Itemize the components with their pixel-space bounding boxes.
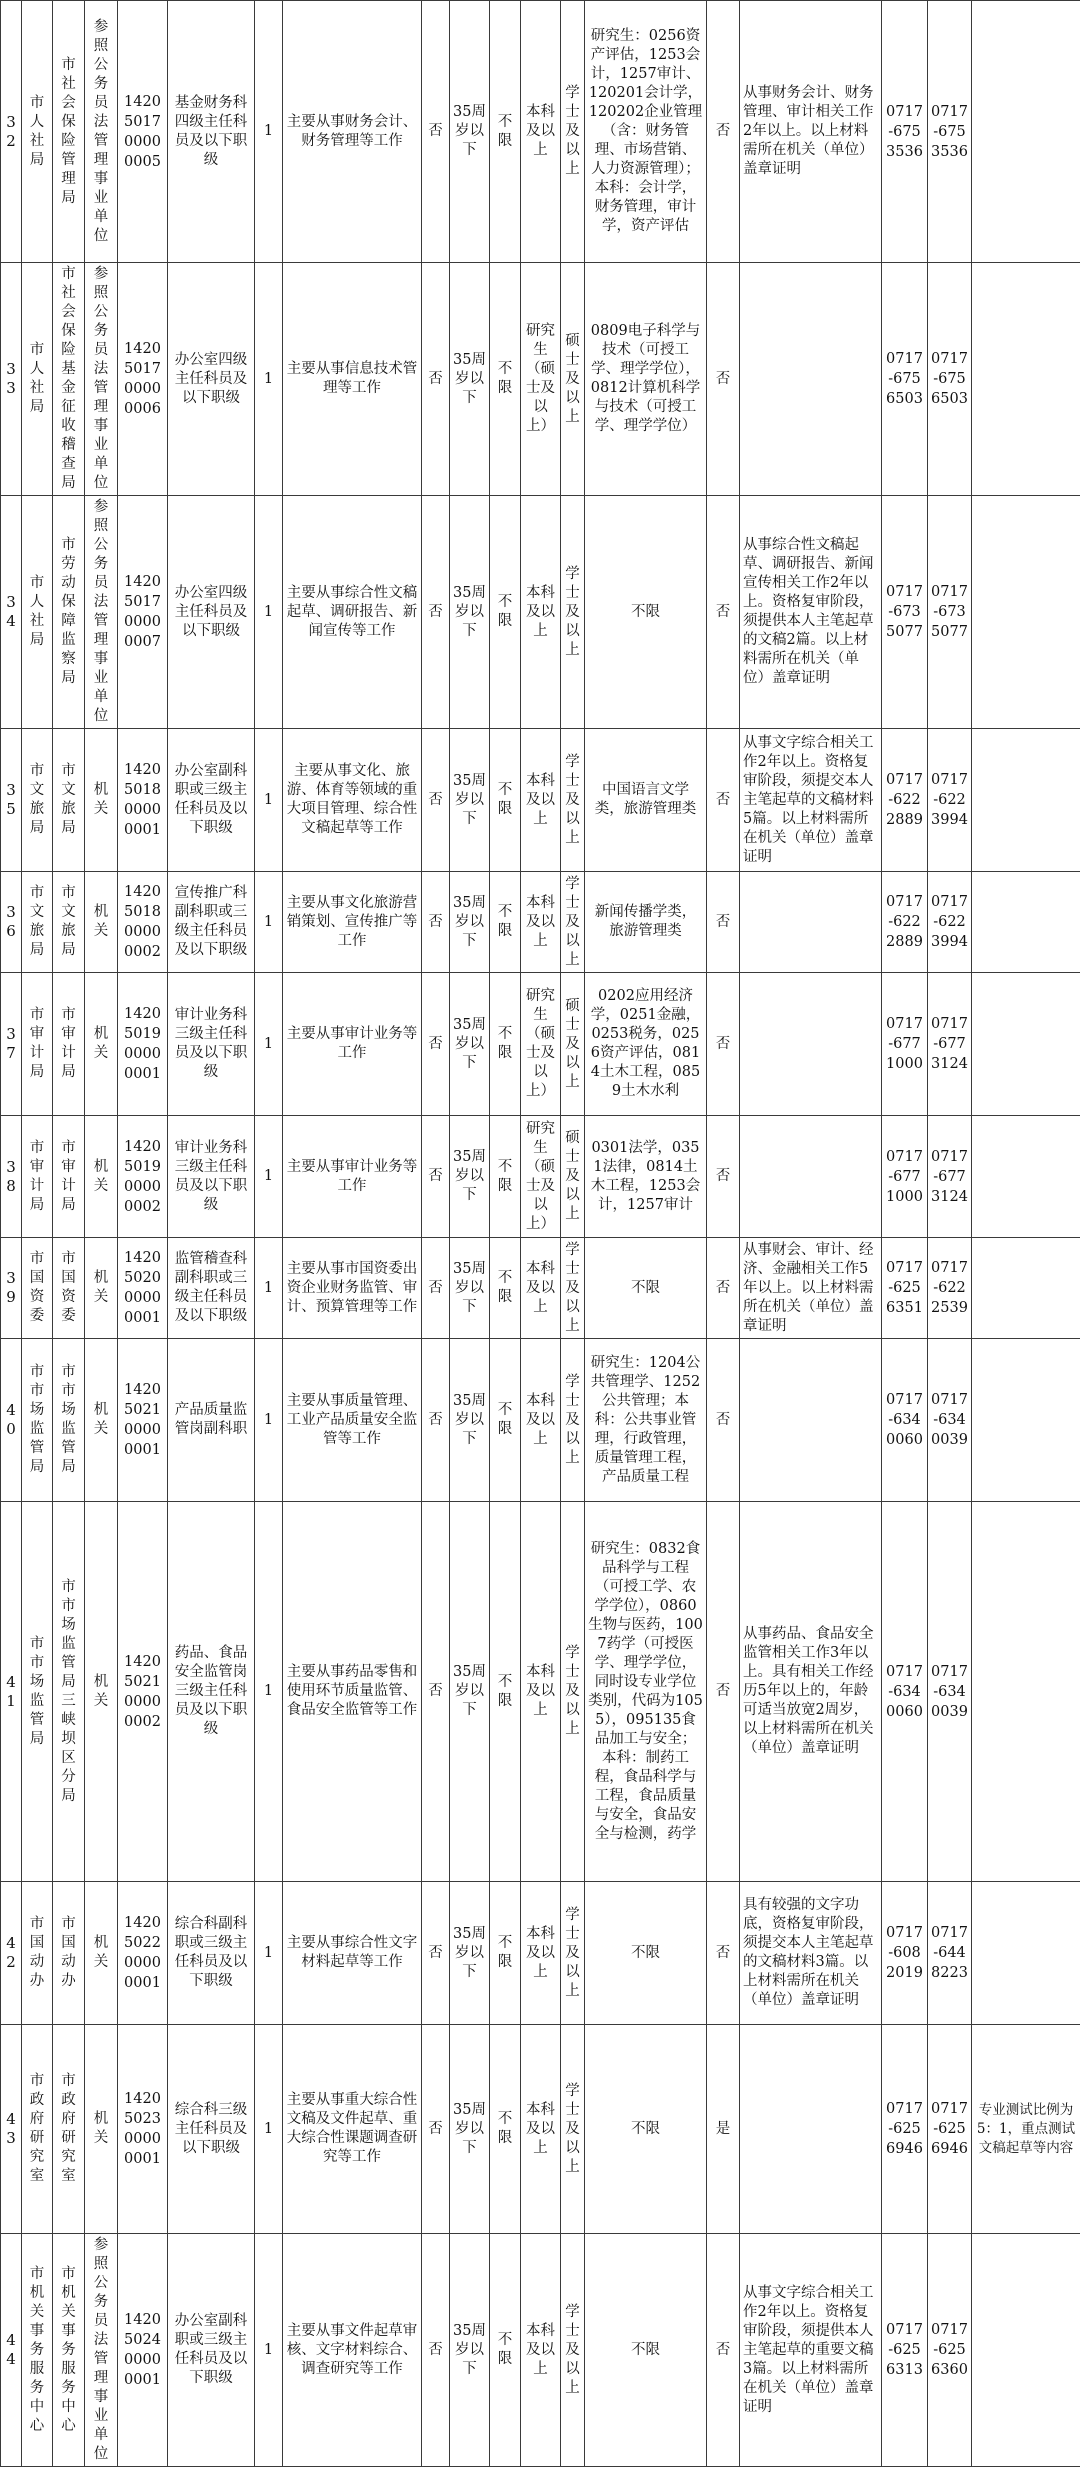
cell-hiring-count: 1 — [255, 1339, 283, 1502]
cell-professional-test: 否 — [707, 263, 740, 496]
cell-number: 42 — [1, 1882, 22, 2025]
cell-major: 研究生：1204公共管理学、1252公共管理；本科：公共事业管理，行政管理，质量管理工程，产品质量工程 — [585, 1339, 707, 1502]
cell-grassroots-experience: 否 — [422, 872, 450, 973]
cell-major: 不限 — [585, 1238, 707, 1339]
cell-employer-unit: 市社会保险管理局 — [53, 1, 85, 263]
cell-position-name: 综合科副科职或三级主任科员及以下职级 — [168, 1882, 255, 2025]
cell-number: 38 — [1, 1116, 22, 1238]
cell-department: 市审计局 — [22, 973, 53, 1116]
table-row — [1, 872, 1080, 973]
table-row — [1, 1339, 1080, 1502]
cell-degree: 硕士及以上 — [561, 263, 585, 496]
cell-major: 0301法学，0351法律，0814土木工程，1253会计，1257审计 — [585, 1116, 707, 1238]
cell-professional-test: 否 — [707, 1339, 740, 1502]
cell-degree: 硕士及以上 — [561, 1116, 585, 1238]
cell-hiring-count: 1 — [255, 872, 283, 973]
cell-contact-phone: 0717-6735077 — [882, 496, 928, 729]
cell-hiring-count: 1 — [255, 2025, 283, 2234]
cell-employer-unit: 市文旅局 — [53, 729, 85, 872]
cell-position-name: 办公室四级主任科员及以下职级 — [168, 496, 255, 729]
cell-remark — [972, 1502, 1080, 1882]
cell-department: 市市场监管局 — [22, 1502, 53, 1882]
cell-contact-phone: 0717-6756503 — [882, 263, 928, 496]
cell-consult-phone: 0717-6256946 — [928, 2025, 972, 2234]
cell-consult-phone: 0717-6735077 — [928, 496, 972, 729]
cell-number: 40 — [1, 1339, 22, 1502]
cell-remark — [972, 1339, 1080, 1502]
cell-major: 不限 — [585, 1882, 707, 2025]
cell-job-duties: 主要从事信息技术管理等工作 — [283, 263, 422, 496]
cell-education: 本科及以上 — [521, 872, 561, 973]
cell-employer-unit: 市文旅局 — [53, 872, 85, 973]
cell-degree: 学士及以上 — [561, 1339, 585, 1502]
cell-political-status: 不限 — [490, 1502, 521, 1882]
cell-position-code: 1420501900000002 — [118, 1116, 168, 1238]
cell-job-duties: 主要从事文件起草审核、文字材料综合、调查研究等工作 — [283, 2234, 422, 2467]
cell-employer-unit: 市劳动保障监察局 — [53, 496, 85, 729]
cell-unit-type: 机关 — [85, 1116, 118, 1238]
cell-grassroots-experience: 否 — [422, 1502, 450, 1882]
cell-other-requirements: 从事综合性文稿起草、调研报告、新闻宣传相关工作2年以上。资格复审阶段，须提供本人主笔起草的文稿2篇。以上材料需所在机关（单位）盖章证明 — [740, 496, 882, 729]
cell-position-name: 办公室副科职或三级主任科员及以下职级 — [168, 729, 255, 872]
cell-employer-unit: 市审计局 — [53, 1116, 85, 1238]
cell-number: 39 — [1, 1238, 22, 1339]
cell-degree: 学士及以上 — [561, 1882, 585, 2025]
cell-unit-type: 参照公务员法管理事业单位 — [85, 2234, 118, 2467]
cell-grassroots-experience: 否 — [422, 1, 450, 263]
cell-age-requirement: 35周岁以下 — [450, 263, 490, 496]
table-row — [1, 263, 1080, 496]
cell-remark — [972, 1882, 1080, 2025]
cell-degree: 学士及以上 — [561, 496, 585, 729]
cell-other-requirements — [740, 263, 882, 496]
cell-age-requirement: 35周岁以下 — [450, 973, 490, 1116]
cell-unit-type: 机关 — [85, 729, 118, 872]
cell-political-status: 不限 — [490, 872, 521, 973]
cell-professional-test: 否 — [707, 1116, 740, 1238]
cell-age-requirement: 35周岁以下 — [450, 1502, 490, 1882]
cell-grassroots-experience: 否 — [422, 973, 450, 1116]
cell-position-code: 1420501700000007 — [118, 496, 168, 729]
cell-degree: 学士及以上 — [561, 872, 585, 973]
cell-remark — [972, 729, 1080, 872]
cell-other-requirements — [740, 1339, 882, 1502]
cell-number: 35 — [1, 729, 22, 872]
cell-consult-phone: 0717-6340039 — [928, 1502, 972, 1882]
cell-professional-test: 否 — [707, 496, 740, 729]
cell-employer-unit: 市政府研究室 — [53, 2025, 85, 2234]
cell-employer-unit: 市审计局 — [53, 973, 85, 1116]
cell-grassroots-experience: 否 — [422, 263, 450, 496]
cell-department: 市文旅局 — [22, 872, 53, 973]
cell-consult-phone: 0717-6222539 — [928, 1238, 972, 1339]
cell-consult-phone: 0717-6753536 — [928, 1, 972, 263]
cell-consult-phone: 0717-6223994 — [928, 872, 972, 973]
cell-age-requirement: 35周岁以下 — [450, 1116, 490, 1238]
cell-employer-unit: 市国资委 — [53, 1238, 85, 1339]
cell-employer-unit: 市市场监管局三峡坝区分局 — [53, 1502, 85, 1882]
cell-contact-phone: 0717-6222889 — [882, 729, 928, 872]
cell-hiring-count: 1 — [255, 1502, 283, 1882]
cell-hiring-count: 1 — [255, 1238, 283, 1339]
cell-unit-type: 机关 — [85, 872, 118, 973]
cell-age-requirement: 35周岁以下 — [450, 1238, 490, 1339]
cell-department: 市国资委 — [22, 1238, 53, 1339]
cell-number: 37 — [1, 973, 22, 1116]
cell-political-status: 不限 — [490, 1, 521, 263]
cell-position-code: 1420502200000001 — [118, 1882, 168, 2025]
cell-other-requirements — [740, 2025, 882, 2234]
cell-remark — [972, 263, 1080, 496]
cell-other-requirements: 从事文字综合相关工作2年以上。资格复审阶段，须提供本人主笔起草的重要文稿3篇。以上材料需所在机关（单位）盖章证明 — [740, 2234, 882, 2467]
cell-remark — [972, 1238, 1080, 1339]
cell-other-requirements: 从事财会、审计、经济、金融相关工作5年以上。以上材料需所在机关（单位）盖章证明 — [740, 1238, 882, 1339]
cell-political-status: 不限 — [490, 1339, 521, 1502]
table-body — [1, 1, 1080, 2467]
cell-position-name: 办公室副科职或三级主任科员及以下职级 — [168, 2234, 255, 2467]
cell-age-requirement: 35周岁以下 — [450, 2025, 490, 2234]
cell-remark: 专业测试比例为5：1，重点测试文稿起草等内容 — [972, 2025, 1080, 2234]
cell-other-requirements: 具有较强的文字功底，资格复审阶段，须提交本人主笔起草的文稿材料3篇。以上材料需所在机关（单位）盖章证明 — [740, 1882, 882, 2025]
cell-department: 市机关事务服务中心 — [22, 2234, 53, 2467]
cell-education: 研究生（硕士及以上） — [521, 973, 561, 1116]
cell-department: 市人社局 — [22, 496, 53, 729]
table-row — [1, 1116, 1080, 1238]
cell-position-code: 1420502300000001 — [118, 2025, 168, 2234]
cell-position-name: 监管稽查科副科职或三级主任科员及以下职级 — [168, 1238, 255, 1339]
cell-position-code: 1420502400000001 — [118, 2234, 168, 2467]
cell-other-requirements — [740, 973, 882, 1116]
cell-remark — [972, 496, 1080, 729]
table-row — [1, 973, 1080, 1116]
cell-number: 41 — [1, 1502, 22, 1882]
cell-major: 新闻传播学类，旅游管理类 — [585, 872, 707, 973]
cell-employer-unit: 市机关事务服务中心 — [53, 2234, 85, 2467]
cell-contact-phone: 0717-6256946 — [882, 2025, 928, 2234]
cell-position-name: 宣传推广科副科职或三级主任科员及以下职级 — [168, 872, 255, 973]
cell-position-code: 1420501800000002 — [118, 872, 168, 973]
cell-education: 本科及以上 — [521, 1882, 561, 2025]
cell-unit-type: 参照公务员法管理事业单位 — [85, 496, 118, 729]
cell-professional-test: 否 — [707, 729, 740, 872]
cell-unit-type: 机关 — [85, 973, 118, 1116]
cell-number: 34 — [1, 496, 22, 729]
cell-unit-type: 机关 — [85, 1882, 118, 2025]
cell-department: 市政府研究室 — [22, 2025, 53, 2234]
cell-age-requirement: 35周岁以下 — [450, 2234, 490, 2467]
cell-contact-phone: 0717-6082019 — [882, 1882, 928, 2025]
cell-number: 32 — [1, 1, 22, 263]
cell-job-duties: 主要从事文化、旅游、体育等领域的重大项目管理、综合性文稿起草等工作 — [283, 729, 422, 872]
cell-hiring-count: 1 — [255, 1, 283, 263]
cell-grassroots-experience: 否 — [422, 2025, 450, 2234]
cell-remark — [972, 2234, 1080, 2467]
cell-consult-phone: 0717-6773124 — [928, 1116, 972, 1238]
cell-education: 本科及以上 — [521, 1, 561, 263]
table-row — [1, 1882, 1080, 2025]
cell-professional-test: 否 — [707, 2234, 740, 2467]
cell-major: 不限 — [585, 496, 707, 729]
cell-professional-test: 否 — [707, 1238, 740, 1339]
cell-age-requirement: 35周岁以下 — [450, 1, 490, 263]
cell-job-duties: 主要从事财务会计、财务管理等工作 — [283, 1, 422, 263]
cell-number: 43 — [1, 2025, 22, 2234]
cell-hiring-count: 1 — [255, 729, 283, 872]
cell-grassroots-experience: 否 — [422, 729, 450, 872]
cell-unit-type: 参照公务员法管理事业单位 — [85, 263, 118, 496]
cell-consult-phone: 0717-6256360 — [928, 2234, 972, 2467]
cell-position-code: 1420502000000001 — [118, 1238, 168, 1339]
cell-degree: 学士及以上 — [561, 729, 585, 872]
cell-position-code: 1420501700000005 — [118, 1, 168, 263]
cell-education: 本科及以上 — [521, 1238, 561, 1339]
cell-grassroots-experience: 否 — [422, 496, 450, 729]
cell-contact-phone: 0717-6256313 — [882, 2234, 928, 2467]
cell-consult-phone: 0717-6340039 — [928, 1339, 972, 1502]
cell-professional-test: 否 — [707, 973, 740, 1116]
cell-major: 0202应用经济学，0251金融，0253税务，0256资产评估，0814土木工程，0859土木水利 — [585, 973, 707, 1116]
cell-professional-test: 否 — [707, 1882, 740, 2025]
cell-department: 市人社局 — [22, 1, 53, 263]
cell-employer-unit: 市社会保险基金征收稽查局 — [53, 263, 85, 496]
cell-remark — [972, 973, 1080, 1116]
cell-department: 市审计局 — [22, 1116, 53, 1238]
cell-position-code: 1420502100000001 — [118, 1339, 168, 1502]
cell-contact-phone: 0717-6771000 — [882, 1116, 928, 1238]
cell-grassroots-experience: 否 — [422, 2234, 450, 2467]
cell-professional-test: 否 — [707, 872, 740, 973]
cell-position-name: 基金财务科四级主任科员及以下职级 — [168, 1, 255, 263]
cell-contact-phone: 0717-6256351 — [882, 1238, 928, 1339]
cell-political-status: 不限 — [490, 1116, 521, 1238]
cell-education: 本科及以上 — [521, 729, 561, 872]
cell-job-duties: 主要从事市国资委出资企业财务监管、审计、预算管理等工作 — [283, 1238, 422, 1339]
cell-degree: 学士及以上 — [561, 1502, 585, 1882]
cell-contact-phone: 0717-6753536 — [882, 1, 928, 263]
table-row — [1, 1238, 1080, 1339]
cell-education: 本科及以上 — [521, 1339, 561, 1502]
cell-contact-phone: 0717-6340060 — [882, 1502, 928, 1882]
cell-job-duties: 主要从事综合性文稿起草、调研报告、新闻宣传等工作 — [283, 496, 422, 729]
cell-department: 市市场监管局 — [22, 1339, 53, 1502]
cell-unit-type: 机关 — [85, 1339, 118, 1502]
cell-political-status: 不限 — [490, 1238, 521, 1339]
cell-contact-phone: 0717-6771000 — [882, 973, 928, 1116]
cell-political-status: 不限 — [490, 2025, 521, 2234]
cell-professional-test: 否 — [707, 1, 740, 263]
cell-employer-unit: 市国动办 — [53, 1882, 85, 2025]
cell-position-code: 1420501700000006 — [118, 263, 168, 496]
cell-department: 市文旅局 — [22, 729, 53, 872]
cell-major: 不限 — [585, 2025, 707, 2234]
cell-degree: 学士及以上 — [561, 2234, 585, 2467]
cell-position-code: 1420501900000001 — [118, 973, 168, 1116]
table-row — [1, 2025, 1080, 2234]
cell-hiring-count: 1 — [255, 2234, 283, 2467]
cell-number: 44 — [1, 2234, 22, 2467]
cell-education: 研究生（硕士及以上） — [521, 1116, 561, 1238]
cell-education: 本科及以上 — [521, 496, 561, 729]
cell-hiring-count: 1 — [255, 1116, 283, 1238]
cell-other-requirements: 从事财务会计、财务管理、审计相关工作2年以上。以上材料需所在机关（单位）盖章证明 — [740, 1, 882, 263]
cell-department: 市人社局 — [22, 263, 53, 496]
cell-contact-phone: 0717-6222889 — [882, 872, 928, 973]
cell-position-name: 产品质量监管岗副科职 — [168, 1339, 255, 1502]
cell-job-duties: 主要从事文化旅游营销策划、宣传推广等工作 — [283, 872, 422, 973]
cell-hiring-count: 1 — [255, 973, 283, 1116]
cell-major: 研究生：0256资产评估，1253会计，1257审计、120201会计学，120202企业管理（含：财务管理、市场营销、人力资源管理）；本科：会计学，财务管理，审计学，资产评估 — [585, 1, 707, 263]
cell-consult-phone: 0717-6448223 — [928, 1882, 972, 2025]
table-row — [1, 729, 1080, 872]
cell-professional-test: 是 — [707, 2025, 740, 2234]
cell-political-status: 不限 — [490, 1882, 521, 2025]
cell-position-name: 药品、食品安全监管岗三级主任科员及以下职级 — [168, 1502, 255, 1882]
cell-political-status: 不限 — [490, 496, 521, 729]
table-row — [1, 2234, 1080, 2467]
cell-degree: 学士及以上 — [561, 2025, 585, 2234]
cell-remark — [972, 1116, 1080, 1238]
cell-job-duties: 主要从事药品零售和使用环节质量监管、食品安全监管等工作 — [283, 1502, 422, 1882]
cell-job-duties: 主要从事重大综合性文稿及文件起草、重大综合性课题调查研究等工作 — [283, 2025, 422, 2234]
cell-major: 不限 — [585, 2234, 707, 2467]
cell-degree: 学士及以上 — [561, 1238, 585, 1339]
cell-hiring-count: 1 — [255, 496, 283, 729]
cell-employer-unit: 市市场监管局 — [53, 1339, 85, 1502]
cell-unit-type: 参照公务员法管理事业单位 — [85, 1, 118, 263]
cell-political-status: 不限 — [490, 2234, 521, 2467]
cell-consult-phone: 0717-6223994 — [928, 729, 972, 872]
cell-hiring-count: 1 — [255, 1882, 283, 2025]
cell-political-status: 不限 — [490, 729, 521, 872]
cell-political-status: 不限 — [490, 263, 521, 496]
table-row — [1, 1502, 1080, 1882]
cell-unit-type: 机关 — [85, 1238, 118, 1339]
cell-consult-phone: 0717-6773124 — [928, 973, 972, 1116]
cell-job-duties: 主要从事综合性文字材料起草等工作 — [283, 1882, 422, 2025]
cell-education: 研究生（硕士及以上） — [521, 263, 561, 496]
cell-grassroots-experience: 否 — [422, 1116, 450, 1238]
cell-education: 本科及以上 — [521, 1502, 561, 1882]
cell-contact-phone: 0717-6340060 — [882, 1339, 928, 1502]
cell-age-requirement: 35周岁以下 — [450, 872, 490, 973]
cell-education: 本科及以上 — [521, 2025, 561, 2234]
cell-consult-phone: 0717-6756503 — [928, 263, 972, 496]
cell-major: 研究生：0832食品科学与工程（可授工学、农学学位），0860生物与医药，1007药学（可授医学、理学学位，同时设专业学位类别，代码为1055），095135食品加工与安全；本科：制药工程，食品科学与工程，食品质量与安全，食品安全与检测，药学 — [585, 1502, 707, 1882]
cell-number: 36 — [1, 872, 22, 973]
table-row — [1, 1, 1080, 263]
cell-degree: 学士及以上 — [561, 1, 585, 263]
cell-remark — [972, 1, 1080, 263]
cell-position-name: 审计业务科三级主任科员及以下职级 — [168, 1116, 255, 1238]
cell-job-duties: 主要从事审计业务等工作 — [283, 973, 422, 1116]
cell-unit-type: 机关 — [85, 1502, 118, 1882]
cell-department: 市国动办 — [22, 1882, 53, 2025]
cell-position-name: 综合科三级主任科员及以下职级 — [168, 2025, 255, 2234]
cell-other-requirements — [740, 872, 882, 973]
cell-age-requirement: 35周岁以下 — [450, 1339, 490, 1502]
cell-position-code: 1420502100000002 — [118, 1502, 168, 1882]
cell-age-requirement: 35周岁以下 — [450, 1882, 490, 2025]
cell-position-code: 1420501800000001 — [118, 729, 168, 872]
cell-education: 本科及以上 — [521, 2234, 561, 2467]
cell-political-status: 不限 — [490, 973, 521, 1116]
cell-position-name: 审计业务科三级主任科员及以下职级 — [168, 973, 255, 1116]
cell-grassroots-experience: 否 — [422, 1238, 450, 1339]
cell-other-requirements: 从事文字综合相关工作2年以上。资格复审阶段，须提交本人主笔起草的文稿材料5篇。以上材料需所在机关（单位）盖章证明 — [740, 729, 882, 872]
cell-major: 中国语言文学类，旅游管理类 — [585, 729, 707, 872]
cell-unit-type: 机关 — [85, 2025, 118, 2234]
cell-other-requirements: 从事药品、食品安全监管相关工作3年以上。具有相关工作经历5年以上的，年龄可适当放宽2周岁，以上材料需所在机关（单位）盖章证明 — [740, 1502, 882, 1882]
table-row — [1, 496, 1080, 729]
cell-remark — [972, 872, 1080, 973]
cell-professional-test: 否 — [707, 1502, 740, 1882]
cell-age-requirement: 35周岁以下 — [450, 729, 490, 872]
cell-number: 33 — [1, 263, 22, 496]
cell-position-name: 办公室四级主任科员及以下职级 — [168, 263, 255, 496]
cell-job-duties: 主要从事质量管理、工业产品质量安全监管等工作 — [283, 1339, 422, 1502]
cell-degree: 硕士及以上 — [561, 973, 585, 1116]
cell-job-duties: 主要从事审计业务等工作 — [283, 1116, 422, 1238]
cell-hiring-count: 1 — [255, 263, 283, 496]
cell-grassroots-experience: 否 — [422, 1882, 450, 2025]
cell-other-requirements — [740, 1116, 882, 1238]
cell-grassroots-experience: 否 — [422, 1339, 450, 1502]
cell-major: 0809电子科学与技术（可授工学、理学学位），0812计算机科学与技术（可授工学、理学学位） — [585, 263, 707, 496]
cell-age-requirement: 35周岁以下 — [450, 496, 490, 729]
